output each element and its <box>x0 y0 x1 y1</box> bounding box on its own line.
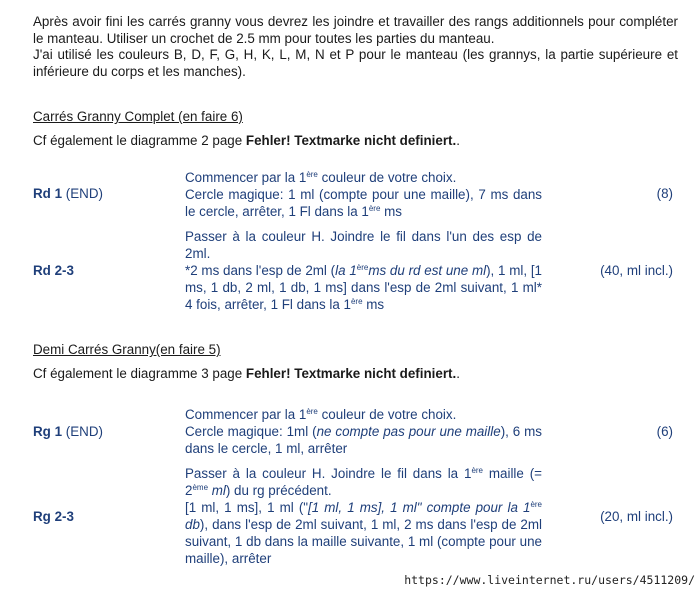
rd23-line-b-italic-2: ms du rd est une ml <box>368 263 487 278</box>
row-instructions-rd1 <box>185 169 542 220</box>
row-count-rd2-3: (40, ml incl.) <box>600 263 673 278</box>
rg23-line-b <box>185 499 542 567</box>
rg23-line-a-mid: maille (= 2 <box>185 466 542 498</box>
intro-paragraph <box>33 14 678 80</box>
row-count-rd1: (8) <box>656 186 673 201</box>
row-count-rg2-3: (20, ml incl.) <box>600 509 673 524</box>
rd23-line-a: Passer à la couleur H. Joindre le fil dans l'un des esp de 2ml. <box>185 229 542 261</box>
row-instructions-rd2-3 <box>185 228 542 313</box>
row-label-rg1 <box>33 424 103 439</box>
rd1-line-a <box>185 169 542 186</box>
rd23-line-b-sup-1: ère <box>356 263 369 272</box>
row-label-rd2-3 <box>33 263 74 278</box>
rg1-line-a <box>185 406 542 423</box>
section2-ref-prefix: Cf également le diagramme 3 page <box>33 366 246 381</box>
rd23-line-b-start: *2 ms dans l'esp de 2ml ( <box>185 263 336 278</box>
section1-ref-bookmark-error: Fehler! Textmarke nicht definiert. <box>245 133 457 148</box>
section2-ref-suffix: . <box>456 366 460 381</box>
rd23-line-b-end: ms <box>362 297 385 312</box>
section2-reference <box>33 366 460 381</box>
row-count-rg1: (6) <box>656 424 673 439</box>
rd23-line-b-middle: ), 1 ml, [1 ms, 1 db, 2 ml, 1 db, 1 ms] dans l'esp de 2ml suivant, 1 ml* 4 fois, arrêter, 1 Fl dans la 1 <box>185 263 543 312</box>
row-label-rg1-name: Rg 1 <box>33 424 63 439</box>
rd1-line-a-sup: ère <box>306 170 318 179</box>
intro-line-1: Après avoir fini les carrés granny vous devrez les joindre et travailler des rangs additionnels pour compléter le manteau. Utiliser un crochet de 2.5 mm pour toutes les parties du manteau. <box>33 14 678 46</box>
rg23-line-b-sup: ère <box>530 500 542 509</box>
rd1-line-a-end: couleur de votre choix. <box>317 170 457 185</box>
rg1-line-a-start: Commencer par la 1 <box>185 407 307 422</box>
row-label-rg2-3-name: Rg 2-3 <box>33 509 74 524</box>
rd1-line-b-end: ms <box>380 204 402 219</box>
row-instructions-rg1 <box>185 406 542 457</box>
rg23-line-a-sup: ère <box>471 466 483 475</box>
section1-ref-prefix: Cf également le diagramme 2 page <box>33 133 246 148</box>
intro-line-2: J'ai utilisé les couleurs B, D, F, G, H, K, L, M, N et P pour le manteau (les grannys, la partie supérieure et inférieure du corps et les manches). <box>33 47 678 79</box>
rg23-line-b-end: ), dans l'esp de 2ml suivant, 1 ml, 2 ms dans l'esp de 2ml suivant, 1 db dans la maille suivante, 1 ml (compte pour une maille), arrêter <box>185 517 542 566</box>
rg23-line-a-end: ) du rg précédent. <box>225 483 332 498</box>
rg23-line-b-italic-1: [1 ml, 1 ms], 1 ml" compte pour la 1 <box>308 500 531 515</box>
row-label-rd2-3-name: Rd 2-3 <box>33 263 74 278</box>
rd1-line-b-sup: ère <box>368 204 381 213</box>
rd1-line-b-text: Cercle magique: 1 ml (compte pour une maille), 7 ms dans le cercle, arrêter, 1 Fl dans la 1 <box>185 187 542 219</box>
section2-title: Demi Carrés Granny(en faire 5) <box>33 342 221 357</box>
rd1-line-b <box>185 186 542 220</box>
rg1-line-b <box>185 423 542 457</box>
rd23-line-b-italic-1: la 1 <box>335 263 357 278</box>
rg23-line-b-italic-2: db <box>185 517 200 532</box>
row-label-rg1-note: (END) <box>65 424 103 439</box>
rg23-line-b-start: [1 ml, 1 ms], 1 ml (" <box>185 500 309 515</box>
rg1-line-b-end: ), 6 ms dans le cercle, 1 ml, arrêter <box>185 424 542 456</box>
rg23-line-a-italic: ml <box>208 483 226 498</box>
section2-ref-bookmark-error: Fehler! Textmarke nicht definiert. <box>245 366 457 381</box>
rd1-line-a-start: Commencer par la 1 <box>185 170 307 185</box>
section1-ref-suffix: . <box>456 133 460 148</box>
section1-reference <box>33 133 460 148</box>
rg1-line-b-start: Cercle magique: 1ml ( <box>185 424 317 439</box>
section1-title: Carrés Granny Complet (en faire 6) <box>33 109 243 124</box>
rg23-line-a-sup-2: ème <box>192 483 209 492</box>
row-label-rd1-name: Rd 1 <box>33 186 63 201</box>
watermark-url: https://www.liveinternet.ru/users/4511209/ <box>404 573 695 587</box>
rg1-line-a-end: couleur de votre choix. <box>317 407 457 422</box>
rg23-line-a <box>185 465 542 499</box>
rg1-line-b-italic: ne compte pas pour une maille <box>316 424 501 439</box>
row-instructions-rg2-3 <box>185 465 542 567</box>
rg23-line-a-start: Passer à la couleur H. Joindre le fil dans la 1 <box>185 466 472 481</box>
row-label-rg2-3 <box>33 509 74 524</box>
row-label-rd1 <box>33 186 103 201</box>
rd23-line-b-sup-2: ère <box>350 297 363 306</box>
row-label-rd1-note: (END) <box>65 186 103 201</box>
rd23-line-b <box>185 262 542 313</box>
rg1-line-a-sup: ère <box>306 407 318 416</box>
